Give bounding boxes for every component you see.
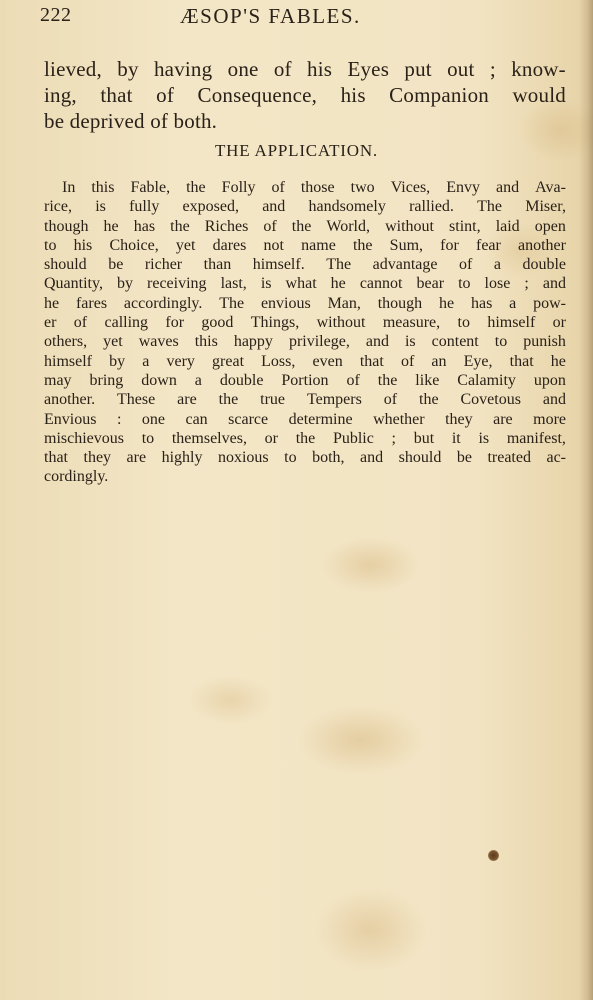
text-line: that they are highly noxious to both, and should be treated ac- xyxy=(44,449,566,467)
text-line: others, yet waves this happy privilege, and is content to punish xyxy=(44,333,566,351)
application-text xyxy=(44,178,566,487)
text-line: cordingly. xyxy=(44,468,109,486)
text-line: should be richer than himself. The advantage of a double xyxy=(44,256,566,274)
text-line: to his Choice, yet dares not name the Sum, for fear another xyxy=(44,236,566,254)
text-line: rice, is fully exposed, and handsomely rallied. The Miser, xyxy=(44,198,566,216)
page-number: 222 xyxy=(40,4,72,26)
text-line: though he has the Riches of the World, without stint, laid open xyxy=(44,217,566,235)
text-line: mischievous to themselves, or the Public ; but it is manifest, xyxy=(44,429,566,447)
text-line: ing, that of Consequence, his Companion would xyxy=(44,83,566,107)
text-line: himself by a very great Loss, even that of an Eye, that he xyxy=(44,352,566,370)
text-line: er of calling for good Things, without measure, to himself or xyxy=(44,314,566,332)
running-head xyxy=(40,4,570,32)
ink-spot xyxy=(488,850,499,861)
text-line: he fares accordingly. The envious Man, though he has a pow- xyxy=(44,294,566,312)
fable-ending-text xyxy=(44,56,566,134)
text-line: another. These are the true Tempers of the Covetous and xyxy=(44,391,566,409)
text-line: lieved, by having one of his Eyes put out ; know- xyxy=(44,57,566,81)
text-line: In this Fable, the Folly of those two Vices, Envy and Ava- xyxy=(62,179,566,196)
text-line: Envious : one can scarce determine whether they are more xyxy=(44,410,566,428)
section-heading: THE APPLICATION. xyxy=(215,141,378,160)
text-line: be deprived of both. xyxy=(44,109,218,133)
text-line: Quantity, by receiving last, is what he cannot bear to lose ; and xyxy=(44,275,566,293)
text-line: may bring down a double Portion of the like Calamity upon xyxy=(44,371,566,389)
running-title: ÆSOP'S FABLES. xyxy=(180,4,361,28)
